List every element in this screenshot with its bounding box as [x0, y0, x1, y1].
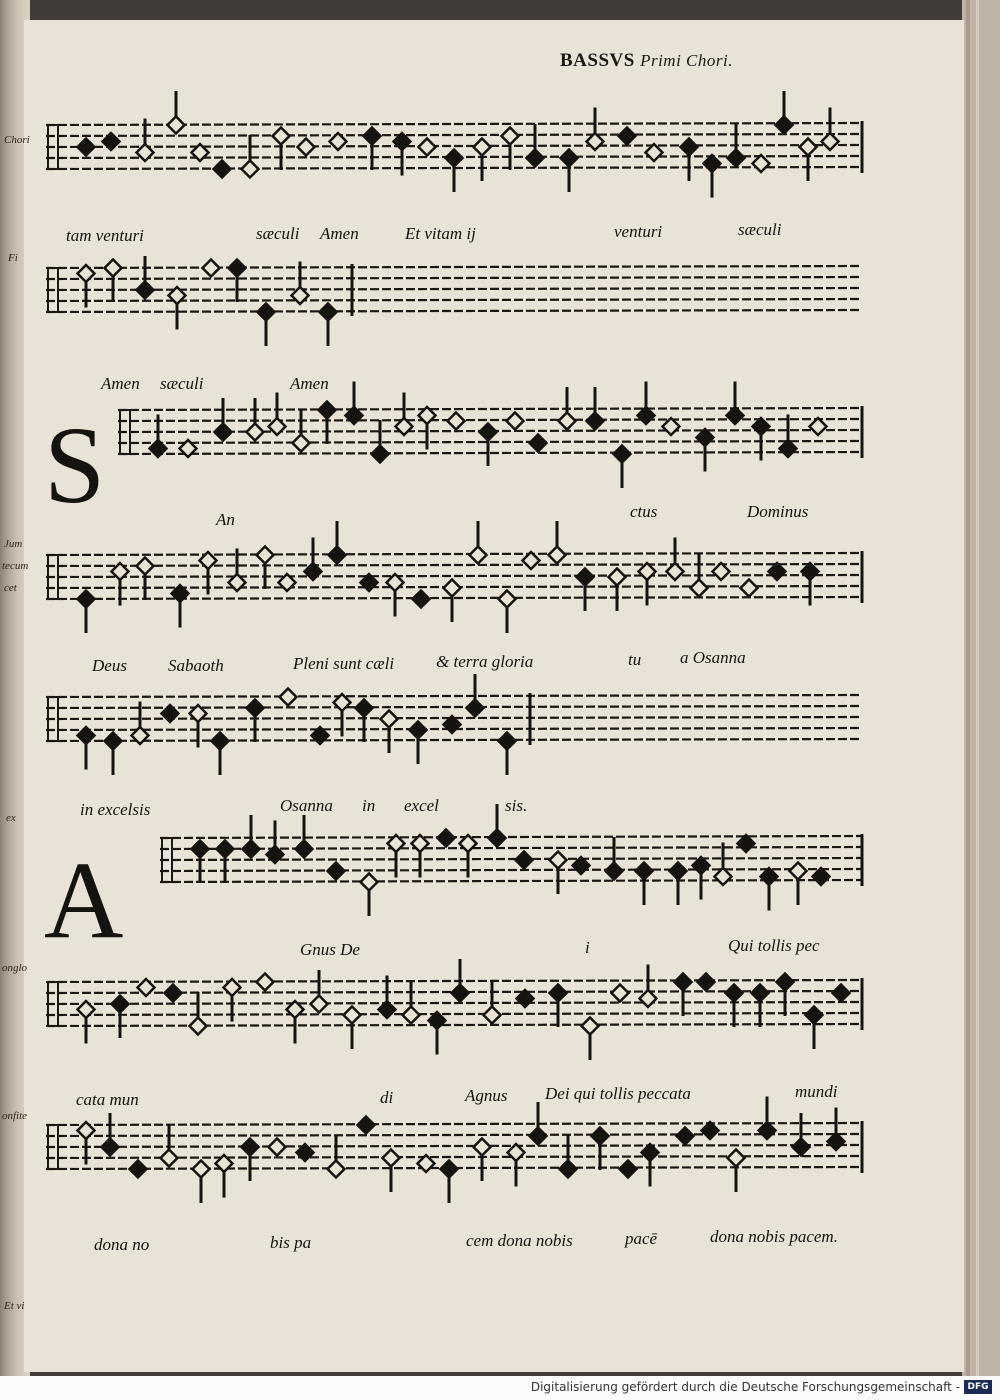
lyric-text: pacē — [625, 1229, 658, 1248]
lyric-text: tam venturi — [66, 226, 144, 245]
lyric-text: Amen — [101, 374, 140, 393]
staff-system — [46, 1097, 862, 1204]
lyric-text: tu — [628, 650, 642, 669]
lyric-text: bis pa — [270, 1233, 312, 1252]
lyric-text: Pleni sunt cæli — [293, 654, 395, 673]
staff-system — [46, 521, 862, 633]
margin-fragment: Jum — [4, 538, 23, 550]
margin-fragment: cet — [4, 582, 17, 594]
staff-system — [160, 804, 862, 916]
dfg-logo: DFG — [964, 1380, 992, 1394]
lyric-text: di — [380, 1088, 394, 1107]
initial-letter-a: A — [44, 839, 124, 961]
lyric-text: a Osanna — [680, 648, 746, 667]
staff-system — [118, 382, 862, 489]
lyric-text: Gnus De — [300, 940, 360, 959]
lyric-text: An — [216, 510, 235, 529]
lyric-text: i — [585, 938, 590, 957]
lyric-text: dona no — [94, 1235, 150, 1254]
lyric-text: Dominus — [747, 502, 809, 521]
lyric-text: in — [362, 796, 376, 815]
margin-fragment: tecum — [2, 560, 29, 572]
lyric-text: Sabaoth — [168, 656, 224, 675]
margin-fragment: onglo — [2, 962, 28, 974]
margin-fragment: onfite — [2, 1110, 28, 1122]
staff-system — [46, 959, 862, 1060]
margin-fragment: Et vi — [4, 1300, 25, 1312]
header-subtitle: Primi Chori. — [640, 51, 733, 70]
footer-credit: Digitalisierung gefördert durch die Deutsche Forschungsgemeinschaft - — [530, 1380, 960, 1394]
margin-fragment: Fi — [8, 252, 18, 264]
lyric-text: ctus — [630, 502, 658, 521]
margin-fragment: Chori — [4, 134, 30, 146]
lyric-text: Agnus — [465, 1086, 508, 1105]
lyric-text: Dei qui tollis peccata — [545, 1084, 691, 1103]
lyric-text: dona nobis pacem. — [710, 1227, 838, 1246]
staff-system — [46, 91, 862, 198]
lyric-text: & terra gloria — [436, 652, 534, 671]
lyric-text: sæculi — [160, 374, 204, 393]
lyric-text: sis. — [505, 796, 528, 815]
lyric-text: Qui tollis pec — [728, 936, 820, 955]
lyric-text: Amen — [290, 374, 329, 393]
lyric-text: Et vitam ij — [405, 224, 476, 243]
footer-bar — [0, 1376, 1000, 1400]
lyric-text: Deus — [92, 656, 127, 675]
lyric-text: excel — [404, 796, 439, 815]
lyric-text: Osanna — [280, 796, 333, 815]
staff-system — [46, 674, 862, 775]
lyric-text: sæculi — [256, 224, 300, 243]
lyric-text: sæculi — [738, 220, 782, 239]
lyric-text: cata mun — [76, 1090, 139, 1109]
lyric-text: in excelsis — [80, 800, 151, 819]
staff-system — [46, 256, 862, 346]
margin-fragment: ex — [6, 812, 16, 824]
lyric-text: venturi — [614, 222, 663, 241]
lyric-text: mundi — [795, 1082, 838, 1101]
lyric-text: Amen — [320, 224, 359, 243]
lyric-text: cem dona nobis — [466, 1231, 573, 1250]
initial-letter-s: S — [44, 404, 106, 526]
page-header — [560, 50, 733, 72]
header-title: BASSVS — [560, 50, 635, 71]
